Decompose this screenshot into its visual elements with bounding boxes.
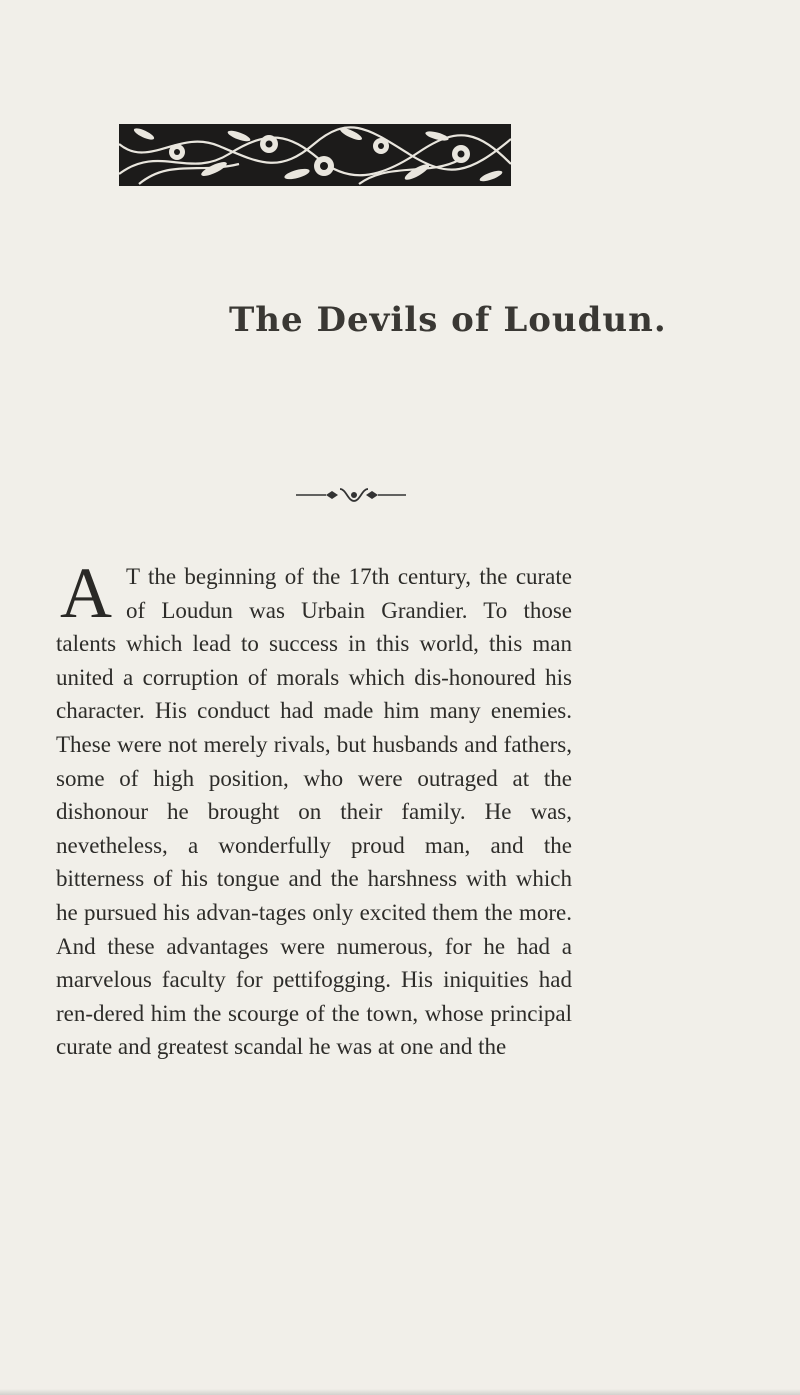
title-ornament-icon (296, 485, 406, 505)
page-bottom-edge (0, 1389, 800, 1395)
body-text (56, 553, 572, 1064)
opening-sentence: T the beginning of the 17th century, the curate of Loudun was Urbain Grandier. (126, 564, 572, 623)
drop-cap: A (60, 553, 112, 633)
first-paragraph (56, 553, 572, 1064)
paragraph-body: To those talents which lead to success in this world, this man united a corruption of morals which dis-honoured his character. His conduct had made him many enemies. These were not merely rivals, but husbands and fathers, some of high position, who were outraged at the dishonour he brought on their family. He was, nevetheless, a wonderfully proud man, and the bitterness of his tongue and the harshness with which he pursued his advan-tages only excited them the more. And these advantages were numerous, for he had a marvelous faculty for pettifogging. His iniquities had ren-dered him the scourge of the town, whose principal curate and greatest scandal he was at one and the (56, 597, 572, 1060)
chapter-title: The Devils of Loudun. (229, 300, 667, 340)
floral-headpiece-icon (119, 124, 511, 186)
